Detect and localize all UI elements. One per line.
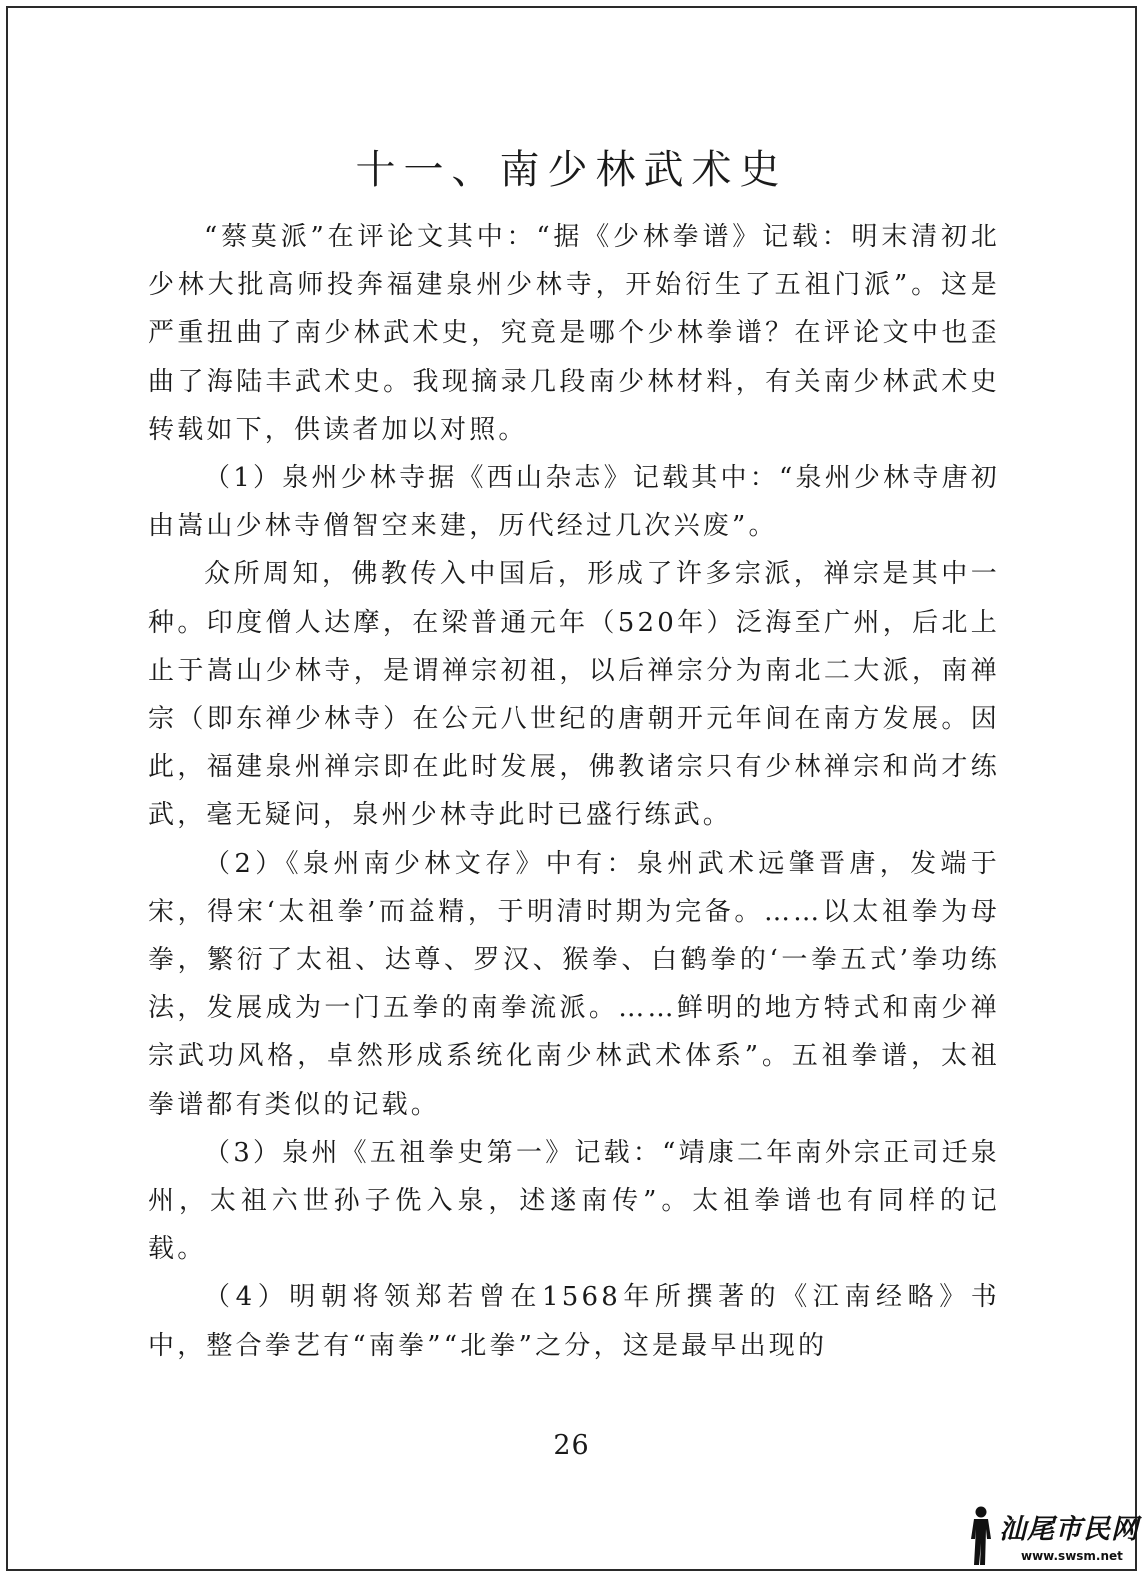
page-border-top bbox=[6, 6, 1137, 8]
page-border-right bbox=[1135, 6, 1137, 1571]
body-text bbox=[148, 213, 1000, 1370]
paragraph-1: （1）泉州少林寺据《西山杂志》记载其中：“泉州少林寺唐初由嵩山少林寺僧智空来建，历代经过几次兴废”。 bbox=[148, 463, 1000, 542]
watermark-logo-text: 汕尾市民网 bbox=[999, 1514, 1139, 1545]
paragraph-3: （3）泉州《五祖拳史第一》记载：“靖康二年南外宗正司迁泉州，太祖六世孙子侁入泉，述遂南传”。太祖拳谱也有同样的记载。 bbox=[148, 1137, 1000, 1265]
paragraph-intro: “蔡莫派”在评论文其中：“据《少林拳谱》记载：明末清初北少林大批高师投奔福建泉州少林寺，开始衍生了五祖门派”。这是严重扭曲了南少林武术史，究竟是哪个少林拳谱？在评论文中也歪曲了海陆丰武术史。我现摘录几段南少林材料，有关南少林武术史转载如下，供读者加以对照。 bbox=[148, 222, 1000, 445]
site-watermark bbox=[963, 1505, 1139, 1567]
standing-figure-icon bbox=[963, 1505, 999, 1567]
paragraph-2: （2）《泉州南少林文存》中有：泉州武术远肇晋唐，发端于宋，得宋‘太祖拳’而益精，于明清时期为完备。……以太祖拳为母拳，繁衍了太祖、达尊、罗汉、猴拳、白鹤拳的‘一拳五式’拳功练法，发展成为一门五拳的南拳流派。……鲜明的地方特式和南少禅宗武功风格，卓然形成系统化南少林武术体系”。五祖拳谱，太祖拳谱都有类似的记载。 bbox=[148, 848, 1000, 1120]
watermark-url: www.swsm.net bbox=[1021, 1549, 1123, 1563]
page-border-left bbox=[6, 6, 8, 1571]
paragraph-4: （4）明朝将领郑若曾在1568年所撰著的《江南经略》书中，整合拳艺有“南拳”“北拳”之分，这是最早出现的 bbox=[148, 1282, 1000, 1361]
page-border-bottom bbox=[6, 1569, 1137, 1571]
paragraph-zen-history: 众所周知，佛教传入中国后，形成了许多宗派，禅宗是其中一种。印度僧人达摩，在梁普通元年（520年）泛海至广州，后北上止于嵩山少林寺，是谓禅宗初祖，以后禅宗分为南北二大派，南禅宗（即东禅少林寺）在公元八世纪的唐朝开元年间在南方发展。因此，福建泉州禅宗即在此时发展，佛教诸宗只有少林禅宗和尚才练武，毫无疑问，泉州少林寺此时已盛行练武。 bbox=[148, 559, 1000, 831]
page-number: 26 bbox=[553, 1430, 590, 1461]
chapter-title: 十一、南少林武术史 bbox=[355, 147, 788, 193]
